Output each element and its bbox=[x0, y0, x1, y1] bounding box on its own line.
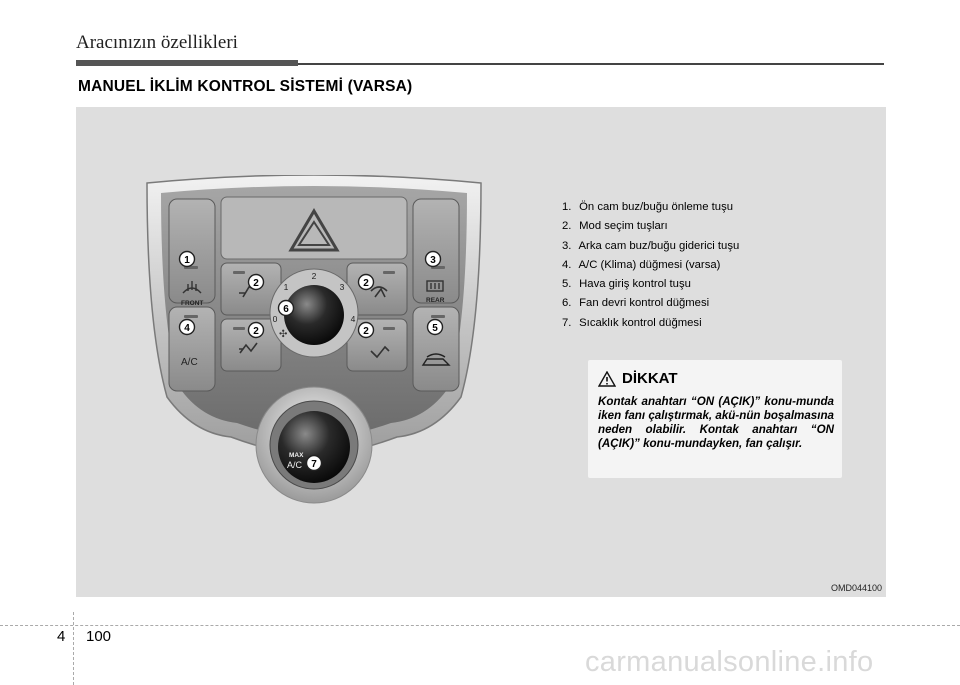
svg-text:4: 4 bbox=[184, 323, 190, 334]
ac-knob-label: A/C bbox=[287, 460, 303, 470]
warning-icon bbox=[598, 371, 616, 387]
footer-divider bbox=[73, 612, 74, 685]
legend-list bbox=[562, 198, 739, 333]
fan-speed-knob bbox=[284, 285, 344, 345]
legend-item: 3. Arka cam buz/buğu giderici tuşu bbox=[562, 239, 740, 252]
rear-defrost-button bbox=[413, 199, 459, 303]
svg-text:2: 2 bbox=[363, 278, 369, 289]
caution-text: Kontak anahtarı “ON (AÇIK)” konu-munda iken fanı çalıştırmak, akü-nün boşalmasına neden olabilir. Kontak anahtarı “ON (AÇIK)” konu-mundayken, fan çalışır. bbox=[598, 395, 834, 450]
svg-text:2: 2 bbox=[253, 326, 259, 337]
fan-tick-0: 0 bbox=[272, 314, 278, 324]
rear-label: REAR bbox=[426, 297, 445, 304]
callout-5 bbox=[428, 320, 443, 335]
callout-2d bbox=[359, 323, 374, 338]
climate-control-panel bbox=[139, 175, 489, 535]
front-label: FRONT bbox=[181, 300, 204, 307]
max-label: MAX bbox=[289, 452, 304, 459]
legend-item: 4. A/C (Klima) düğmesi (varsa) bbox=[562, 258, 721, 271]
callout-3 bbox=[426, 252, 441, 267]
legend-item: 5. Hava giriş kontrol tuşu bbox=[562, 278, 691, 291]
page-number: 100 bbox=[86, 628, 112, 645]
legend-item: 1. Ön cam buz/buğu önleme tuşu bbox=[562, 201, 733, 213]
watermark: carmanualsonline.info bbox=[585, 646, 874, 678]
chapter-number: 4 bbox=[57, 628, 66, 645]
caution-header bbox=[598, 370, 678, 387]
header-rule-thick bbox=[76, 60, 298, 66]
fan-icon: ✣ bbox=[279, 329, 288, 340]
legend-item: 7. Sıcaklık kontrol düğmesi bbox=[562, 316, 702, 329]
temperature-knob bbox=[278, 411, 350, 483]
caution-title: DİKKAT bbox=[622, 370, 678, 387]
figure-code: OMD044100 bbox=[830, 583, 882, 593]
svg-text:1: 1 bbox=[184, 255, 190, 266]
callout-1 bbox=[180, 252, 195, 267]
figure bbox=[76, 107, 886, 597]
callout-2c bbox=[249, 323, 264, 338]
svg-text:2: 2 bbox=[253, 278, 259, 289]
header-rule-thin bbox=[298, 63, 884, 65]
caution-box bbox=[588, 360, 842, 478]
header-title: Aracınızın özellikleri bbox=[76, 32, 238, 53]
svg-text:6: 6 bbox=[283, 304, 289, 315]
callout-4 bbox=[180, 320, 195, 335]
ac-button bbox=[169, 307, 215, 391]
footer-rule bbox=[0, 625, 960, 626]
section-title: MANUEL İKLİM KONTROL SİSTEMİ (VARSA) bbox=[78, 78, 413, 95]
fan-tick-4: 4 bbox=[350, 314, 356, 324]
legend-item: 2. Mod seçim tuşları bbox=[562, 220, 668, 233]
callout-2a bbox=[249, 275, 264, 290]
svg-text:3: 3 bbox=[430, 255, 436, 266]
callout-7 bbox=[307, 456, 322, 471]
svg-text:5: 5 bbox=[432, 323, 438, 334]
svg-text:7: 7 bbox=[311, 459, 317, 470]
callout-6 bbox=[279, 301, 294, 316]
fan-tick-2: 2 bbox=[311, 271, 317, 281]
fan-tick-3: 3 bbox=[339, 282, 345, 292]
svg-text:2: 2 bbox=[363, 326, 369, 337]
callout-2b bbox=[359, 275, 374, 290]
fan-tick-1: 1 bbox=[283, 282, 289, 292]
legend-item: 6. Fan devri kontrol düğmesi bbox=[562, 297, 710, 310]
ac-label: A/C bbox=[181, 357, 198, 368]
